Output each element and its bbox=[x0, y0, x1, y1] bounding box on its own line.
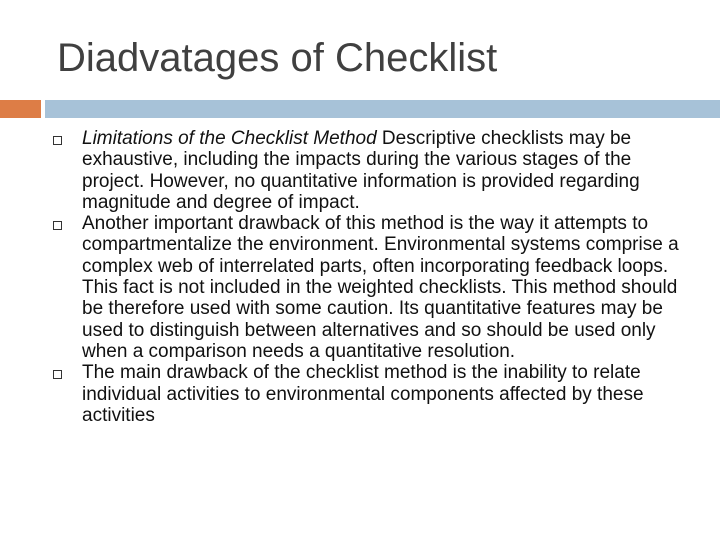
bullet-lead-text: Limitations of the Checklist Method bbox=[82, 128, 377, 149]
bullet-item-limitations bbox=[50, 128, 690, 213]
title-accent-bar bbox=[0, 100, 41, 118]
bullet-text: Descriptive checklists may be exhaustive, including the impacts during the various stages of the project. However, no quantitative information is provided regarding magnitude and degree of impact. bbox=[82, 128, 640, 213]
slide-title: Diadvatages of Checklist bbox=[57, 36, 498, 80]
bullet-list bbox=[50, 128, 690, 426]
square-bullet-icon bbox=[53, 221, 62, 230]
bullet-item-main-drawback bbox=[50, 362, 690, 426]
square-bullet-icon bbox=[53, 136, 62, 145]
square-bullet-icon bbox=[53, 370, 62, 379]
bullet-text: Another important drawback of this method is the way it attempts to compartmentalize the environment. Environmental systems comprise a complex web of interrelated parts, often incorporating feedback loops. This fact is not included in the weighted checklists. This method should be therefore used with some caution. Its quantitative features may be used to distinguish between alternatives and so should be used only when a comparison needs a quantitative resolution. bbox=[82, 213, 679, 362]
bullet-item-compartmentalize bbox=[50, 213, 690, 362]
bullet-text: The main drawback of the checklist method is the inability to relate individual activities to environmental components affected by these activities bbox=[82, 362, 644, 426]
title-rule-bar bbox=[45, 100, 720, 118]
